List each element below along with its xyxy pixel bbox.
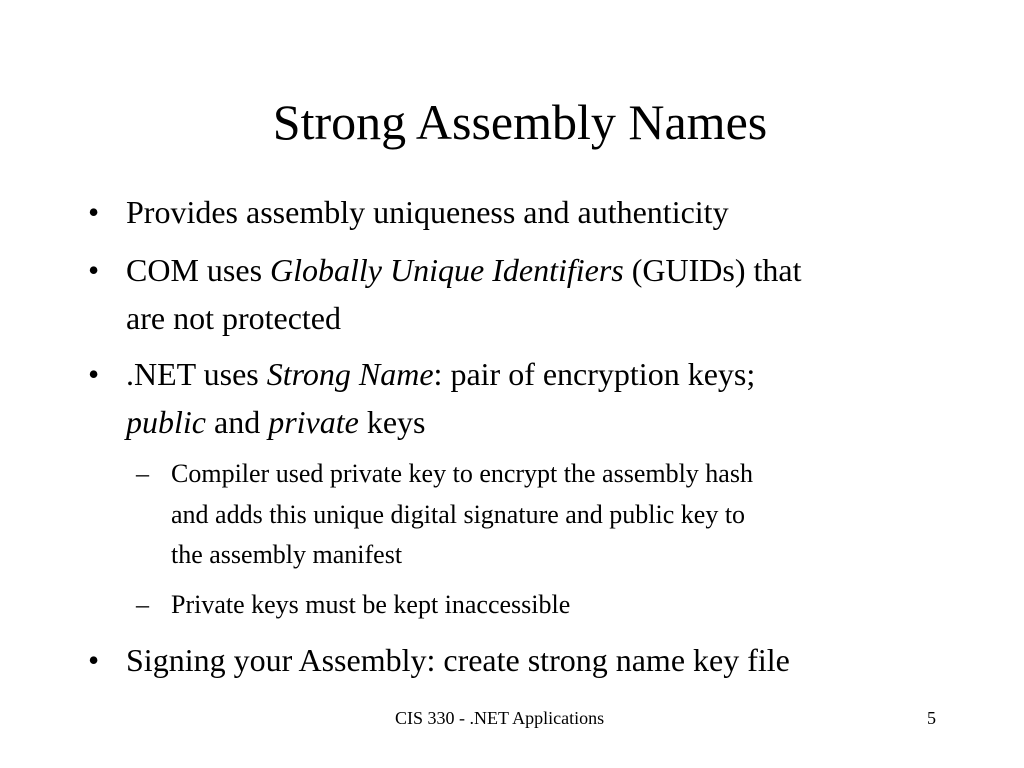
- sub-bullet-marker: –: [136, 590, 149, 619]
- italic-term-strong-name: Strong Name: [266, 356, 434, 392]
- sub-bullet-1-line-2: and adds this unique digital signature and public key to: [171, 500, 746, 529]
- sub-bullet-marker: –: [136, 459, 149, 488]
- text-run: COM uses: [126, 252, 271, 288]
- text-run: and: [205, 404, 269, 440]
- sub-bullet-1-line-1: Compiler used private key to encrypt the assembly hash: [171, 459, 753, 488]
- text-run: (GUIDs) that: [623, 252, 802, 288]
- bullet-3-line-2: [126, 398, 425, 446]
- bullet-3-line-1: [126, 350, 755, 398]
- bullet-4-text: Signing your Assembly: create strong name key file: [126, 642, 790, 678]
- italic-term-public: public: [126, 404, 206, 440]
- bullet-marker: •: [88, 194, 100, 230]
- bullet-marker: •: [88, 642, 100, 678]
- text-run: keys: [358, 404, 426, 440]
- slide-title: Strong Assembly Names: [272, 94, 768, 150]
- sub-bullet-1-line-3: the assembly manifest: [171, 540, 403, 569]
- bullet-1-text: Provides assembly uniqueness and authenticity: [126, 194, 729, 230]
- bullet-marker: •: [88, 252, 100, 288]
- bullet-marker: •: [88, 356, 100, 392]
- footer-text: CIS 330 - .NET Applications: [395, 708, 605, 728]
- italic-term-guid: Globally Unique Identifiers: [270, 252, 624, 288]
- italic-term-private: private: [268, 404, 359, 440]
- bullet-2-line-2: are not protected: [126, 300, 341, 336]
- text-run: : pair of encryption keys;: [433, 356, 756, 392]
- text-run: .NET uses: [126, 356, 267, 392]
- bullet-2-line-1: [126, 246, 801, 294]
- page-number: 5: [927, 708, 936, 728]
- sub-bullet-2-text: Private keys must be kept inaccessible: [171, 590, 571, 619]
